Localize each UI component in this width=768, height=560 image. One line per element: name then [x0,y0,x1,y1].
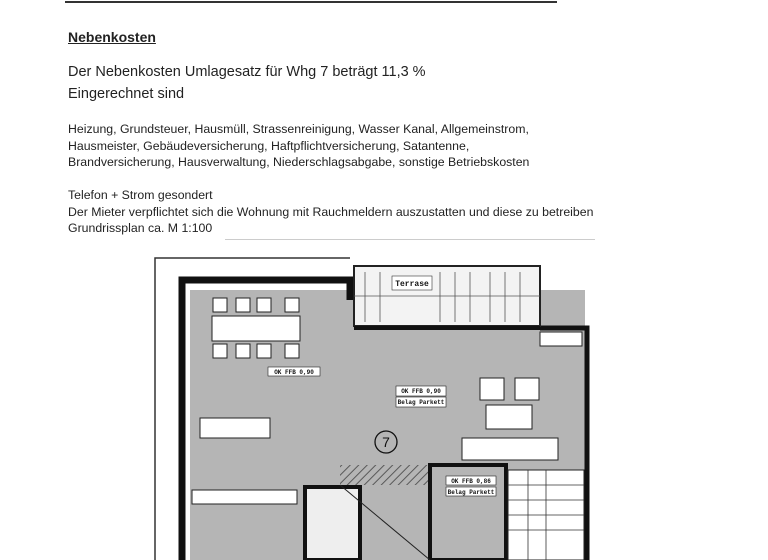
bathroom [305,487,360,560]
included-items-line: Hausmeister, Gebäudeversicherung, Haftpflichtversicherung, Satantenne, [68,139,470,153]
terrace-label: Terrase [395,280,429,289]
floor-label: Belag Parkett [447,489,495,496]
page-title: Nebenkosten [68,29,156,45]
level-label: OK FFB 0,90 [274,369,314,376]
note-line: Grundrissplan ca. M 1:100 [68,221,213,235]
unit-number: 7 [382,434,390,450]
included-items-line: Brandversicherung, Hausverwaltung, Niederschlagsabgabe, sonstige Betriebskosten [68,155,530,169]
kitchen-counter [192,490,297,504]
included-label: Eingerechnet sind [68,86,185,102]
included-items-line: Heizung, Grundsteuer, Hausmüll, Strassenreinigung, Wasser Kanal, Allgemeinstrom, [68,122,529,136]
rate-line: Der Nebenkosten Umlagesatz für Whg 7 beträgt 11,3 % [68,64,426,80]
level-label: OK FFB 0,86 [451,478,491,485]
floor-label: Belag Parkett [397,399,445,406]
note-line: Der Mieter verpflichtet sich die Wohnung mit Rauchmeldern auszustatten und diese zu betreiben [68,205,594,219]
level-label: OK FFB 0,90 [401,388,441,395]
note-line: Telefon + Strom gesondert [68,188,213,202]
